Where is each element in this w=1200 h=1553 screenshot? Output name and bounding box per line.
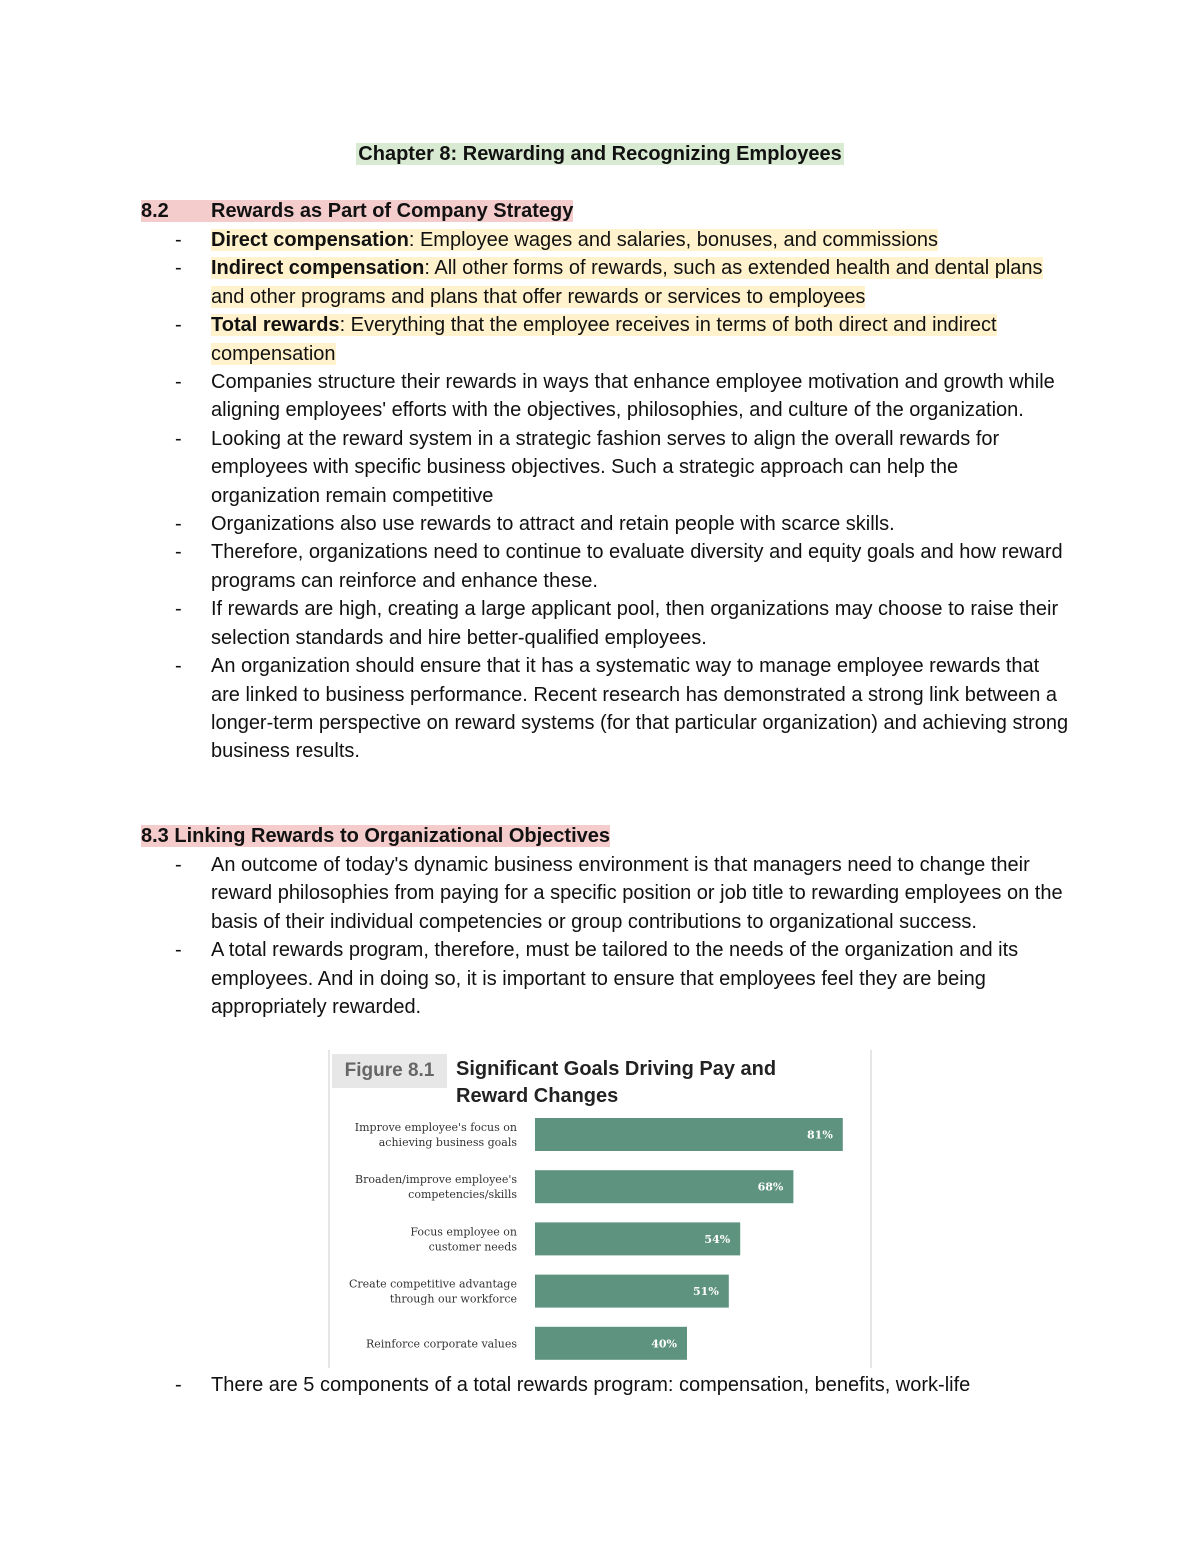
bullet-description: : All other forms of rewards, such as extended health and dental plans and other programs and plans that offer rewards or services to employees xyxy=(211,257,1043,308)
category-label: achieving business goals xyxy=(378,1136,517,1149)
bullet-description: There are 5 components of a total rewards program: compensation, benefits, work-life xyxy=(211,1374,971,1396)
bullet-item xyxy=(141,1371,1071,1399)
bar-value-label: 54% xyxy=(704,1232,731,1246)
section-8-2-heading xyxy=(141,197,573,225)
category-label: Focus employee on xyxy=(410,1225,517,1239)
chapter-title: Chapter 8: Rewarding and Recognizing Employees xyxy=(358,143,842,165)
bullet-item xyxy=(141,254,1071,311)
category-label: competencies/skills xyxy=(408,1188,517,1202)
bullet-text xyxy=(211,371,1055,421)
bullet-description: : Everything that the employee receives in terms of both direct and indirect compensation xyxy=(211,314,997,365)
bullet-description: Therefore, organizations need to continue to evaluate diversity and equity goals and how reward programs can reinforce and enhance these. xyxy=(211,541,1063,592)
bar-value-label: 40% xyxy=(651,1337,677,1351)
bullet-text xyxy=(211,598,1058,648)
bullet-item xyxy=(141,425,1071,510)
bullet-item xyxy=(141,595,1071,652)
defined-term: Total rewards xyxy=(211,314,340,337)
bullet-text xyxy=(211,939,1018,1018)
category-label: through our workforce xyxy=(389,1292,517,1306)
bullet-text xyxy=(211,314,997,364)
bullet-description: If rewards are high, creating a large applicant pool, then organizations may choose to raise their selection standards and hire better-qualified employees. xyxy=(211,598,1059,649)
bullet-text xyxy=(211,229,938,251)
bullet-description: Organizations also use rewards to attract and retain people with scarce skills. xyxy=(211,513,895,536)
bullet-text xyxy=(211,257,1043,307)
section-title: Rewards as Part of Company Strategy xyxy=(211,200,574,222)
bar-value-label: 81% xyxy=(807,1128,833,1142)
defined-term: Indirect compensation xyxy=(211,257,425,280)
figure-8-1 xyxy=(328,1050,872,1368)
bullet-description: : Employee wages and salaries, bonuses, and commissions xyxy=(408,229,938,251)
section-8-3-heading xyxy=(141,822,610,850)
figure-title: Significant Goals Driving Pay and Reward Changes xyxy=(456,1058,777,1107)
bullet-item xyxy=(141,311,1071,368)
category-label: Reinforce corporate values xyxy=(366,1337,517,1351)
category-label: customer needs xyxy=(428,1240,517,1254)
bullet-item xyxy=(141,652,1071,766)
bullet-item xyxy=(141,368,1071,425)
bullet-item xyxy=(141,936,1071,1021)
section-8-3-heading-highlight: 8.3 Linking Rewards to Organizational Objectives xyxy=(141,825,611,847)
bullet-text xyxy=(211,655,1068,762)
figure-badge: Figure 8.1 xyxy=(332,1054,447,1088)
bar-chart xyxy=(330,1110,870,1365)
bar xyxy=(535,1170,793,1203)
bar-value-label: 68% xyxy=(757,1180,784,1194)
section-8-2-bullets xyxy=(141,226,1071,766)
bullet-item xyxy=(141,851,1071,936)
category-label: Improve employee's focus on xyxy=(354,1121,517,1134)
bullet-text xyxy=(211,1374,970,1396)
bullet-description: An outcome of today's dynamic business environment is that managers need to change their reward philosophies from paying for a specific position or job title to rewarding employees on the basis of their individual competencies or group contributions to organizational success. xyxy=(211,854,1063,933)
bar xyxy=(535,1118,843,1151)
bar-value-label: 51% xyxy=(693,1285,719,1299)
bullet-text xyxy=(211,428,999,507)
bullet-description: Looking at the reward system in a strategic fashion serves to align the overall rewards for employees with specific business objectives. Such a strategic approach can help the organization remain competitive xyxy=(211,427,1000,507)
section-number: 8.2 xyxy=(141,200,169,222)
bullet-description: An organization should ensure that it has a systematic way to manage employee rewards that are linked to business performance. Recent research has demonstrated a strong link between a longer-term perspective on reward systems (for that particular organization) and achieving strong business results. xyxy=(211,655,1069,763)
bullet-description: Companies structure their rewards in ways that enhance employee motivation and growth while aligning employees' efforts with the objectives, philosophies, and culture of the organization. xyxy=(211,371,1055,422)
bullet-item xyxy=(141,510,1071,538)
section-8-3-bullets xyxy=(141,851,1071,1021)
bullet-item xyxy=(141,226,1071,254)
section-8-2-heading-highlight xyxy=(141,200,573,222)
bullet-text xyxy=(211,854,1063,933)
bullet-description: A total rewards program, therefore, must be tailored to the needs of the organization and its employees. And in doing so, it is important to ensure that employees feel they are being appropriately rewarded. xyxy=(211,939,1019,1019)
bullet-item xyxy=(141,538,1071,595)
section-8-3-bullets-continued xyxy=(141,1371,1071,1399)
bullet-text xyxy=(211,513,895,535)
bullet-text xyxy=(211,541,1063,591)
category-label: Create competitive advantage xyxy=(348,1277,517,1291)
defined-term: Direct compensation xyxy=(211,229,409,251)
category-label: Broaden/improve employee's xyxy=(355,1173,517,1187)
